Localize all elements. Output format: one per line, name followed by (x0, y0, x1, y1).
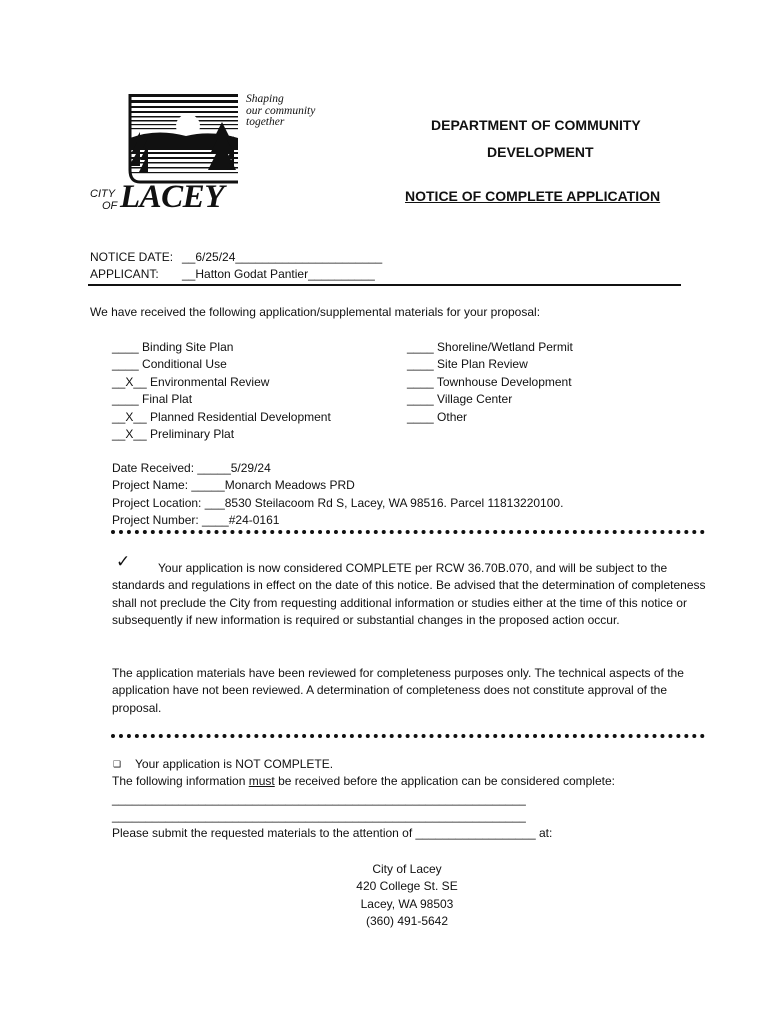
checklist-item-planned-residential: __X__ Planned Residential Development (112, 409, 331, 424)
blank-line-1: ______________________________________________________________ (112, 792, 526, 806)
project-name: Project Name: _____Monarch Meadows PRD (112, 478, 355, 493)
blank-line-2: ______________________________________________________________ (112, 809, 526, 823)
logo-city-small (90, 188, 117, 212)
notice-date-label: NOTICE DATE: (90, 250, 174, 264)
checklist-item-binding-site-plan: ____ Binding Site Plan (112, 340, 234, 354)
checklist-item-environmental-review: __X__ Environmental Review (112, 374, 270, 389)
project-number: Project Number: ____#24-0161 (112, 513, 280, 528)
required-info-before: The following information (112, 774, 249, 788)
header-rule (88, 284, 681, 286)
required-info-after: be received before the application can be considered complete: (274, 774, 615, 788)
project-info (112, 460, 563, 530)
logo-tagline-line1: Shaping (246, 93, 284, 105)
checklist-right (407, 339, 573, 426)
review-paragraph: The application materials have been reviewed for completeness purposes only. The technical aspects of the application have not been reviewed. A determination of completeness does not constitute approval of the proposal. (112, 666, 684, 715)
logo-tagline-line3: together (246, 116, 285, 128)
city-of-lacey-logo (88, 92, 338, 214)
department-line-1: DEPARTMENT OF COMMUNITY (431, 117, 641, 133)
checklist-item-townhouse: ____ Townhouse Development (407, 374, 572, 389)
lacey-emblem-icon (126, 92, 246, 184)
checkbox-icon[interactable]: ❑ (113, 760, 122, 770)
checklist-item-shoreline-wetland: ____ Shoreline/Wetland Permit (407, 340, 573, 354)
notice-title: NOTICE OF COMPLETE APPLICATION (405, 188, 661, 204)
logo-city-name: LACEY (120, 179, 224, 215)
applicant-label: APPLICANT: (90, 267, 159, 281)
city-address (300, 861, 514, 931)
complete-paragraph (112, 560, 708, 630)
checklist-item-village-center: ____ Village Center (407, 392, 513, 407)
required-info-must: must (248, 774, 275, 788)
project-location: Project Location: ___8530 Steilacoom Rd S, Lacey, WA 98516. Parcel 11813220100. (112, 495, 564, 510)
applicant-value: __Hatton Godat Pantier__________ (182, 267, 375, 281)
notice-date-value: __6/25/24______________________ (182, 250, 383, 264)
logo-tagline (246, 94, 315, 129)
checklist-left (112, 339, 331, 443)
dotted-separator-2 (111, 734, 705, 738)
checkmark-icon: ✓ (116, 552, 131, 572)
checklist-item-other: ____ Other (407, 409, 468, 424)
submit-line: Please submit the requested materials to the attention of __________________ at: (112, 826, 553, 840)
required-info-line (112, 773, 615, 790)
not-complete-line: Your application is NOT COMPLETE. (135, 757, 334, 771)
address-street: 420 College St. SE (356, 879, 458, 894)
address-city: Lacey, WA 98503 (360, 896, 454, 911)
logo-of-word: OF (102, 200, 118, 212)
logo-tagline-line2: our community (246, 104, 316, 117)
department-line-2: DEVELOPMENT (487, 144, 594, 160)
intro-text: We have received the following application/supplemental materials for your proposal: (90, 305, 541, 319)
complete-paragraph-text: Your application is now considered COMPLETE per RCW 36.70B.070, and will be subject to the standards and regulations in effect on the date of this notice. Be advised that the determination of completeness shall not preclude the City from requesting additional information or studies either at the time of this notice or subsequently if new information is required or substantial changes in the proposed action occur. (112, 561, 706, 628)
address-phone: (360) 491-5642 (365, 914, 449, 929)
logo-city-word: CITY (90, 188, 116, 200)
checklist-item-site-plan-review: ____ Site Plan Review (407, 357, 528, 372)
dotted-separator-1 (111, 530, 705, 534)
date-received: Date Received: _____5/29/24 (112, 461, 271, 475)
checklist-item-final-plat: ____ Final Plat (112, 392, 193, 407)
address-name: City of Lacey (372, 862, 442, 876)
checklist-item-conditional-use: ____ Conditional Use (112, 357, 227, 372)
checklist-item-preliminary-plat: __X__ Preliminary Plat (112, 427, 235, 442)
